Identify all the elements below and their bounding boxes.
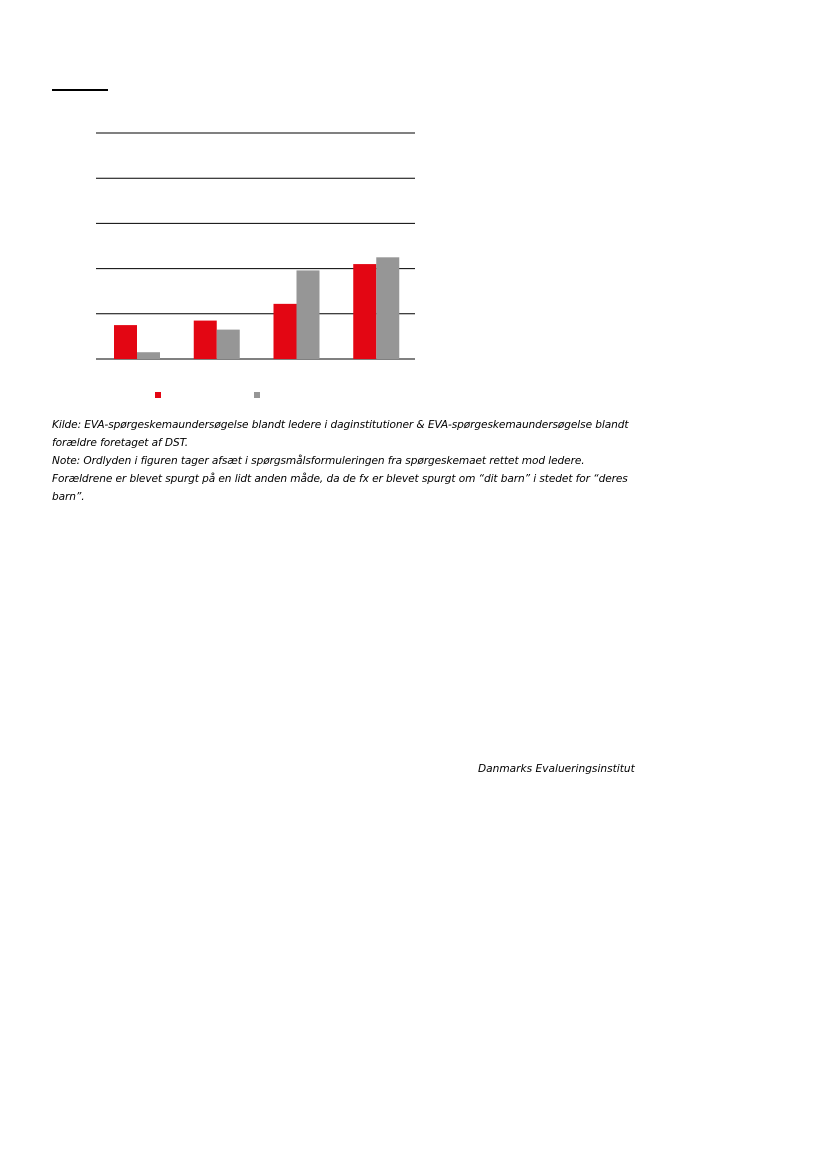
bar-series1-cat1: [114, 325, 137, 359]
source-note: Kilde: EVA-spørgeskemaundersøgelse blandt ledere i daginstitutioner & EVA-spørgeskemaundersøgelse blandt forældre foretaget af DST.: [52, 419, 629, 449]
bar-chart: [0, 0, 826, 410]
bars: [114, 257, 399, 359]
figure-notes: [52, 416, 632, 506]
bar-series1-cat3: [274, 304, 297, 359]
bar-series2-cat1: [137, 352, 160, 359]
footer-organization: Danmarks Evalueringsinstitut: [478, 763, 635, 775]
note-text: Note: Ordlyden i figuren tager afsæt i spørgsmålsformuleringen fra spørgeskemaet rettet mod ledere. Forældrene er blevet spurgt på en lidt anden måde, da de fx er blevet spurgt om “dit barn” i stedet for “deres barn”.: [52, 455, 628, 503]
legend-swatch-series1: [155, 392, 161, 398]
bar-series2-cat2: [217, 330, 240, 359]
bar-series1-cat4: [353, 264, 376, 359]
bar-series2-cat4: [376, 257, 399, 359]
legend-swatch-series2: [254, 392, 260, 398]
bar-series1-cat2: [194, 321, 217, 359]
legend: [155, 392, 260, 398]
bar-series2-cat3: [297, 270, 320, 359]
